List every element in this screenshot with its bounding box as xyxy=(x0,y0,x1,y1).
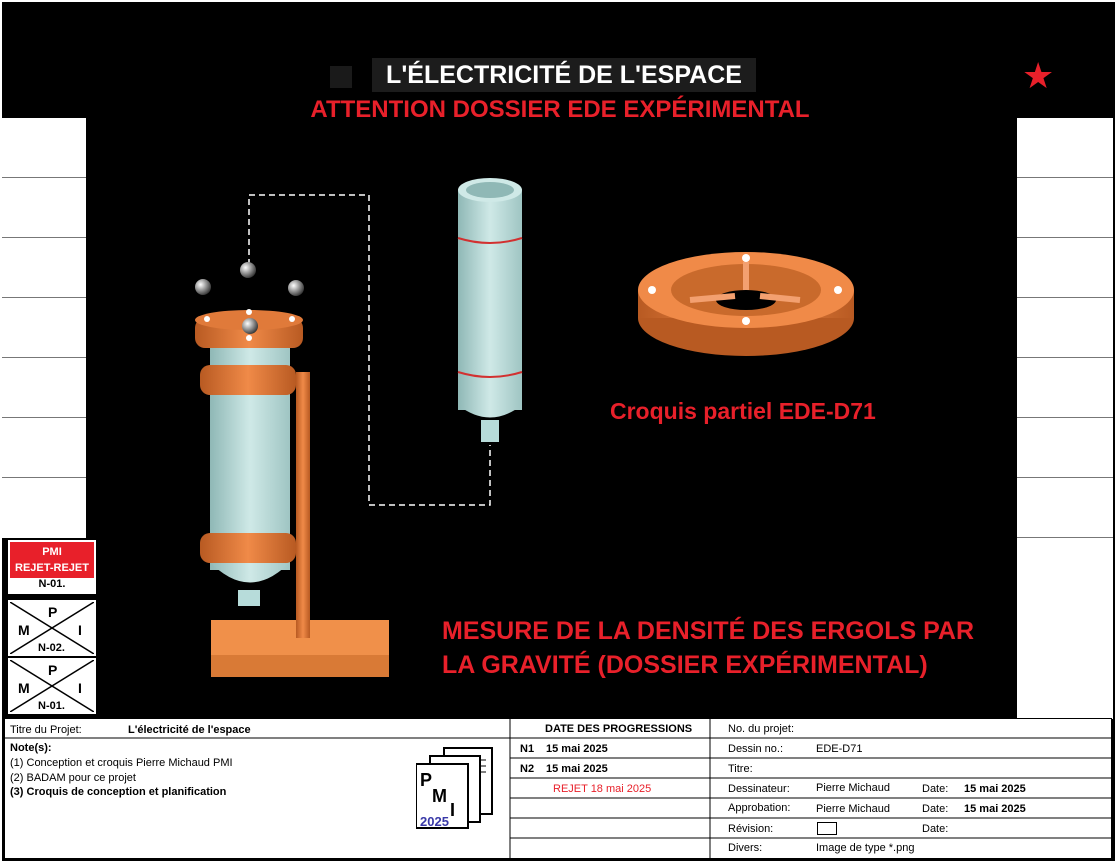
progress-n2-date: 15 mai 2025 xyxy=(546,763,608,775)
note-1: (1) Conception et croquis Pierre Michaud PMI xyxy=(10,757,233,769)
stamp-code: N-02. xyxy=(38,642,65,654)
measure-caption-line1: MESURE DE LA DENSITÉ DES ERGOLS PAR xyxy=(442,617,975,645)
project-title-value: L'électricité de l'espace xyxy=(128,724,251,736)
stamp-p-letter: P xyxy=(48,662,58,678)
revision-checkbox[interactable] xyxy=(817,822,837,835)
stamp-m-letter: M xyxy=(18,622,30,638)
misc-label: Divers: xyxy=(728,842,763,854)
note-3: (3) Croquis de conception et planification xyxy=(10,786,227,798)
reject-date: REJET 18 mai 2025 xyxy=(553,783,652,795)
logo-i: I xyxy=(450,800,456,820)
stamp-m-letter: M xyxy=(18,680,30,696)
pmi-logo xyxy=(416,746,496,830)
approval-date-label: Date: xyxy=(922,803,949,815)
stamp-i-letter: I xyxy=(78,680,82,696)
measure-caption-line2: LA GRAVITÉ (DOSSIER EXPÉRIMENTAL) xyxy=(442,651,928,679)
partial-sketch-caption: Croquis partiel EDE-D71 xyxy=(610,398,876,424)
progress-header: DATE DES PROGRESSIONS xyxy=(545,723,693,735)
titre-label: Titre: xyxy=(728,763,753,775)
progress-n2-tag: N2 xyxy=(520,763,535,775)
project-no-label: No. du projet: xyxy=(728,723,795,735)
revision-label: Révision: xyxy=(728,823,774,835)
designer-label: Dessinateur: xyxy=(728,783,790,795)
pmi-stamp-status: REJET-REJET xyxy=(15,562,89,574)
project-title-label: Titre du Projet: xyxy=(10,724,82,736)
approval-label: Approbation: xyxy=(728,802,791,814)
revision-date-label: Date: xyxy=(922,823,949,835)
logo-p: P xyxy=(420,770,433,790)
approval-value: Pierre Michaud xyxy=(816,803,890,815)
note-2: (2) BADAM pour ce projet xyxy=(10,772,136,784)
misc-value: Image de type *.png xyxy=(816,842,915,854)
logo-year: 2025 xyxy=(420,814,449,829)
approval-date: 15 mai 2025 xyxy=(964,803,1026,815)
designer-date: 15 mai 2025 xyxy=(964,783,1026,795)
stamp-p-letter: P xyxy=(48,604,58,620)
progress-n1-date: 15 mai 2025 xyxy=(546,743,608,755)
pmi-stamp-code: N-01. xyxy=(38,578,66,590)
drawing-no-value: EDE-D71 xyxy=(816,743,863,755)
pmi-stamp-title: PMI xyxy=(42,546,62,558)
progress-n1-tag: N1 xyxy=(520,743,535,755)
designer-value: Pierre Michaud xyxy=(816,782,890,794)
page-title: L'ÉLECTRICITÉ DE L'ESPACE xyxy=(372,58,756,92)
stamp-i-letter: I xyxy=(78,622,82,638)
logo-m: M xyxy=(432,786,447,806)
stamp-code: N-01. xyxy=(38,700,65,712)
notes-label: Note(s): xyxy=(10,742,52,754)
designer-date-label: Date: xyxy=(922,783,949,795)
drawing-no-label: Dessin no.: xyxy=(728,743,784,755)
warning-banner: ATTENTION DOSSIER EDE EXPÉRIMENTAL xyxy=(310,96,810,123)
star-icon: ★ xyxy=(1022,55,1055,96)
